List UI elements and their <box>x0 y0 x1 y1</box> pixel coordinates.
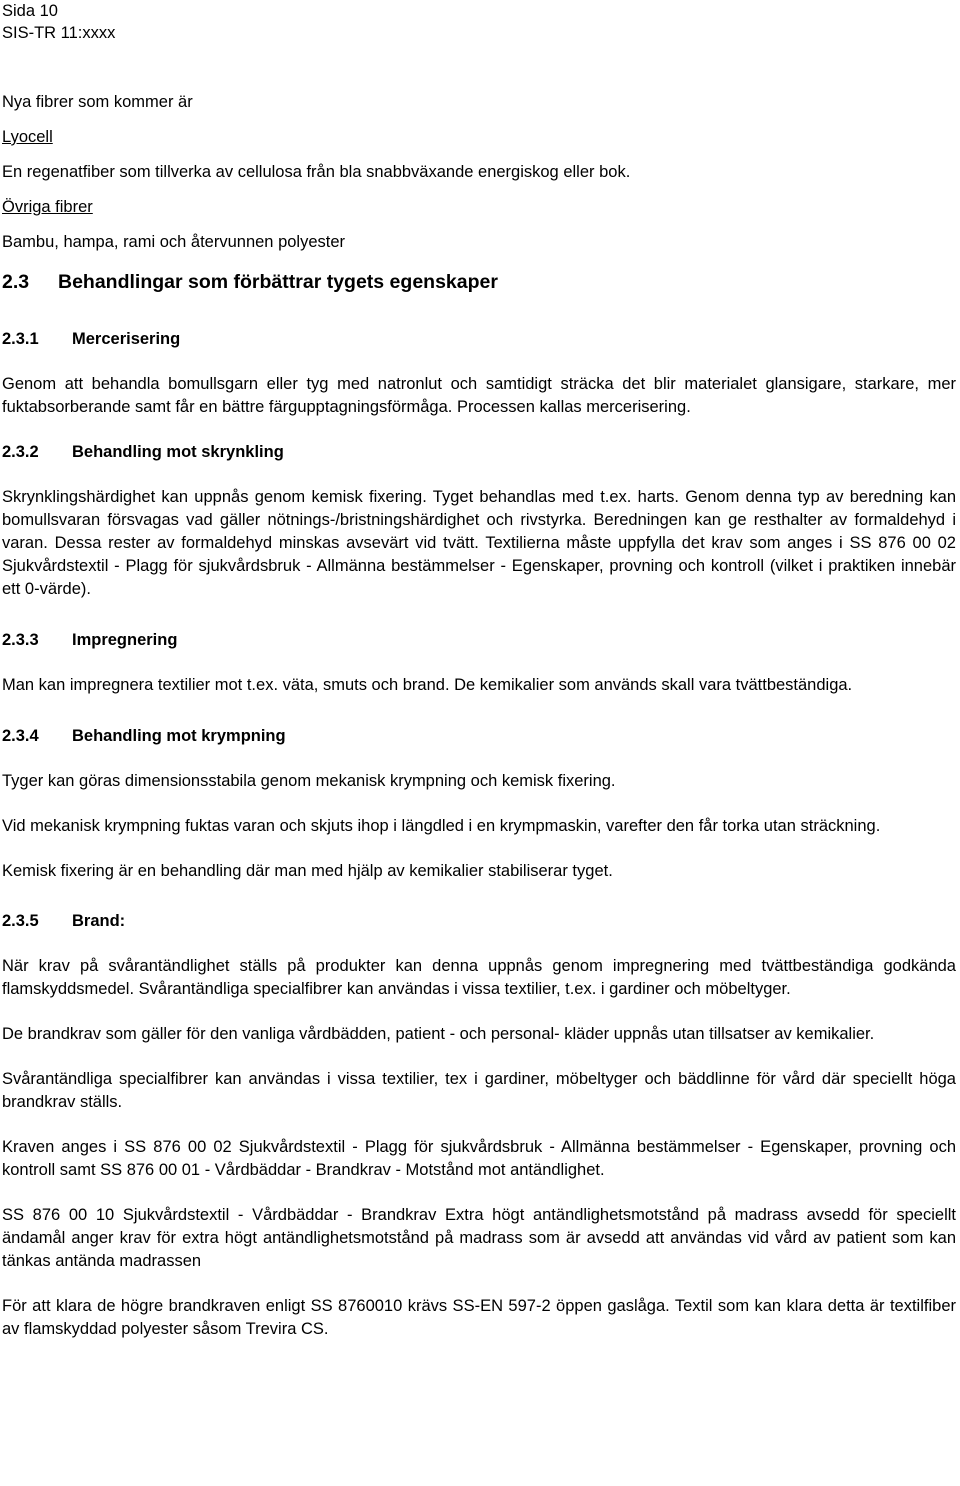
section-2-3-5-paragraph-4: Kraven anges i SS 876 00 02 Sjukvårdstextil - Plagg för sjukvårdsbruk - Allmänna bestämmelser - Egenskaper, provning och kontroll samt SS 876 00 01 - Vårdbäddar - Brandkrav - Motstånd mot antändlighet. <box>2 1138 956 1179</box>
section-2-3-2-heading: 2.3.2 Behandling mot skrynkling <box>2 443 284 461</box>
section-2-3-4-paragraph-1: Tyger kan göras dimensionsstabila genom mekanisk krympning och kemisk fixering. <box>2 772 616 790</box>
page-header <box>2 0 115 44</box>
section-2-3-1-paragraph: Genom att behandla bomullsgarn eller tyg med natronlut och samtidigt sträcka det blir materialet glansigare, starkare, mer fuktabsorberande samt får en bättre färgupptagningsförmåga. Processen kallas mercerisering. <box>2 375 956 416</box>
section-2-3-3-paragraph: Man kan impregnera textilier mot t.ex. väta, smuts och brand. De kemikalier som används skall vara tvättbeständiga. <box>2 676 853 694</box>
section-2-3-heading: 2.3 Behandlingar som förbättrar tygets egenskaper <box>2 271 498 293</box>
page-number: Sida 10 <box>2 2 58 20</box>
section-2-3-4-paragraph-3: Kemisk fixering är en behandling där man med hjälp av kemikalier stabiliserar tyget. <box>2 862 613 880</box>
other-fibers-heading: Övriga fibrer <box>2 198 93 216</box>
section-2-3-4-heading: 2.3.4 Behandling mot krympning <box>2 727 286 745</box>
new-fibers-intro: Nya fibrer som kommer är <box>2 93 193 111</box>
section-2-3-3-heading: 2.3.3 Impregnering <box>2 631 178 649</box>
section-2-3-5-paragraph-6: För att klara de högre brandkraven enligt SS 8760010 krävs SS-EN 597-2 öppen gaslåga. Textil som kan klara detta är textilfiber av flamskyddad polyester såsom Trevira CS. <box>2 1297 956 1338</box>
section-2-3-4-paragraph-2: Vid mekanisk krympning fuktas varan och skjuts ihop i längdled i en krympmaskin, varefter den får torka utan sträckning. <box>2 817 881 835</box>
other-fibers-text: Bambu, hampa, rami och återvunnen polyester <box>2 233 346 251</box>
section-2-3-1-heading: 2.3.1 Mercerisering <box>2 330 181 348</box>
document-id: SIS-TR 11:xxxx <box>2 24 116 42</box>
document-body <box>2 91 956 1341</box>
section-2-3-2-paragraph: Skrynklingshärdighet kan uppnås genom kemisk fixering. Tyget behandlas med t.ex. harts. Genom denna typ av beredning kan bomullsvaran försvagas vad gäller nötnings-/bristningshärdighet och rivstyrka. Beredningen kan ge resthalter av formaldehyd i varan. Dessa rester av formaldehyd minskas avsevärt vid tvätt. Textilierna måste uppfylla det krav som anges i SS 876 00 02 Sjukvårdstextil - Plagg för sjukvårdsbruk - Allmänna bestämmelser - Egenskaper, provning och kontroll (vilket i praktiken innebär ett 0-värde). <box>2 488 956 598</box>
section-2-3-5-paragraph-3: Svårantändliga specialfibrer kan användas i vissa textilier, tex i gardiner, möbeltyger och bäddlinne för vård där speciellt höga brandkrav ställs. <box>2 1070 956 1111</box>
section-2-3-5-paragraph-1: När krav på svårantändlighet ställs på produkter kan denna uppnås genom impregnering med tvättbeständiga godkända flamskyddsmedel. Svårantändliga specialfibrer kan användas i vissa textilier, t.ex. i gardiner och möbeltyger. <box>2 957 956 998</box>
section-2-3-5-paragraph-2: De brandkrav som gäller för den vanliga vårdbädden, patient - och personal- kläder uppnås utan tillsatser av kemikalier. <box>2 1025 875 1043</box>
lyocell-text: En regenatfiber som tillverka av cellulosa från bla snabbväxande energiskog eller bok. <box>2 163 631 181</box>
lyocell-heading: Lyocell <box>2 128 53 146</box>
section-2-3-5-paragraph-5: SS 876 00 10 Sjukvårdstextil - Vårdbäddar - Brandkrav Extra högt antändlighetsmotstånd på madrass avsedd för speciellt ändamål anger krav för extra högt antändlighetsmotstånd på madrass som är avsedd att användas vid vård av patient som kan tänkas antända madrassen <box>2 1206 956 1270</box>
section-2-3-5-heading: 2.3.5 Brand: <box>2 912 126 930</box>
